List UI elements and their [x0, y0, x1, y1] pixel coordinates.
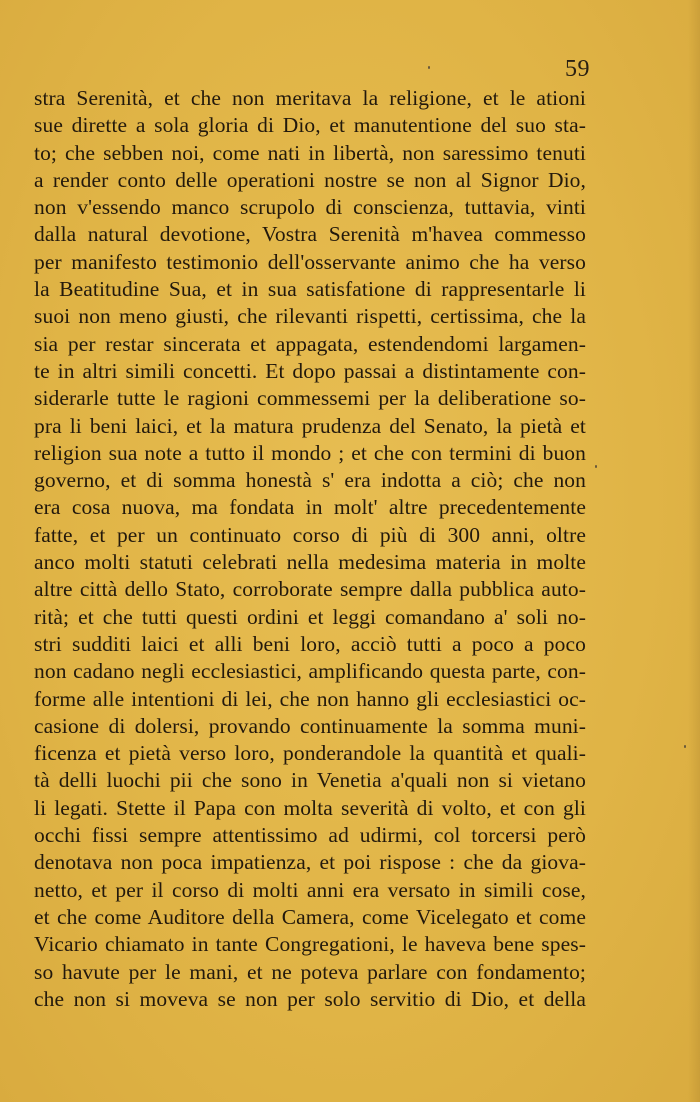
text-line: per manifesto testimonio dell'osservante animo che ha verso: [34, 249, 586, 274]
text-line: suoi non meno giusti, che rilevanti rispetti, certissima, che la: [34, 304, 586, 329]
text-line: dalla natural devotione, Vostra Serenità m'havea commesso: [34, 222, 586, 247]
text-line: stra Serenità, et che non meritava la religione, et le ationi: [34, 86, 586, 110]
text-line: occhi fissi sempre attentissimo ad udirmi, col torcersi però: [34, 823, 586, 848]
paper-speck: [684, 745, 686, 748]
text-line: era cosa nuova, ma fondata in molt' altre precedentemente: [34, 495, 586, 520]
text-line: to; che sebben noi, come nati in libertà, non saressimo tenuti: [34, 140, 586, 165]
text-line: religion sua note a tutto il mondo ; et che con termini di buon: [34, 440, 586, 465]
text-line: sia per restar sincerata et appagata, estendendomi largamen-: [34, 331, 586, 356]
text-line: li legati. Stette il Papa con molta severità di volto, et con gli: [34, 795, 586, 820]
page-edge-shade: [688, 0, 700, 1102]
text-line: netto, et per il corso di molti anni era versato in simili cose,: [34, 877, 586, 902]
text-line: pra li beni laici, et la matura prudenza del Senato, la pietà et: [34, 413, 586, 438]
text-line: rità; et che tutti questi ordini et leggi comandano a' soli no-: [34, 604, 586, 629]
paper-speck: [428, 66, 430, 69]
text-line: te in altri simili concetti. Et dopo passai a distintamente con-: [34, 358, 586, 383]
text-line: a render conto delle operationi nostre se non al Signor Dio,: [34, 167, 586, 192]
text-line: sue dirette a sola gloria di Dio, et manutentione del suo sta-: [34, 113, 586, 138]
page-number: 59: [565, 56, 590, 82]
text-line: anco molti statuti celebrati nella medesima materia in molte: [34, 550, 586, 575]
text-line: fatte, et per un continuato corso di più di 300 anni, oltre: [34, 522, 586, 547]
text-line: forme alle intentioni di lei, che non hanno gli ecclesiastici oc-: [34, 686, 586, 711]
text-line: che non si moveva se non per solo servitio di Dio, et della: [34, 986, 586, 1011]
text-line: altre città dello Stato, corroborate sempre dalla pubblica auto-: [34, 577, 586, 602]
text-line: et che come Auditore della Camera, come Vicelegato et come: [34, 904, 586, 929]
paper-speck: [595, 465, 597, 468]
text-line: governo, et di somma honestà s' era indotta a ciò; che non: [34, 468, 586, 493]
text-line: so havute per le mani, et ne poteva parlare con fondamento;: [34, 959, 586, 984]
text-line: la Beatitudine Sua, et in sua satisfatione di rappresentarle li: [34, 277, 586, 302]
body-text: [34, 85, 586, 1013]
text-line: non v'essendo manco scrupolo di conscienza, tuttavia, vinti: [34, 195, 586, 220]
text-line: casione di dolersi, provando continuamente la somma muni-: [34, 713, 586, 738]
text-line: siderarle tutte le ragioni commessemi per la deliberatione so-: [34, 386, 586, 411]
text-line: non cadano negli ecclesiastici, amplificando questa parte, con-: [34, 659, 586, 684]
text-line: Vicario chiamato in tante Congregationi, le haveva bene spes-: [34, 932, 586, 957]
text-line: ficenza et pietà verso loro, ponderandole la quantità et quali-: [34, 741, 586, 766]
text-line: tà delli luochi pii che sono in Venetia a'quali non si vietano: [34, 768, 586, 793]
text-line: stri sudditi laici et alli beni loro, acciò tutti a poco a poco: [34, 631, 586, 656]
text-line: denotava non poca impatienza, et poi rispose : che da giova-: [34, 850, 586, 875]
